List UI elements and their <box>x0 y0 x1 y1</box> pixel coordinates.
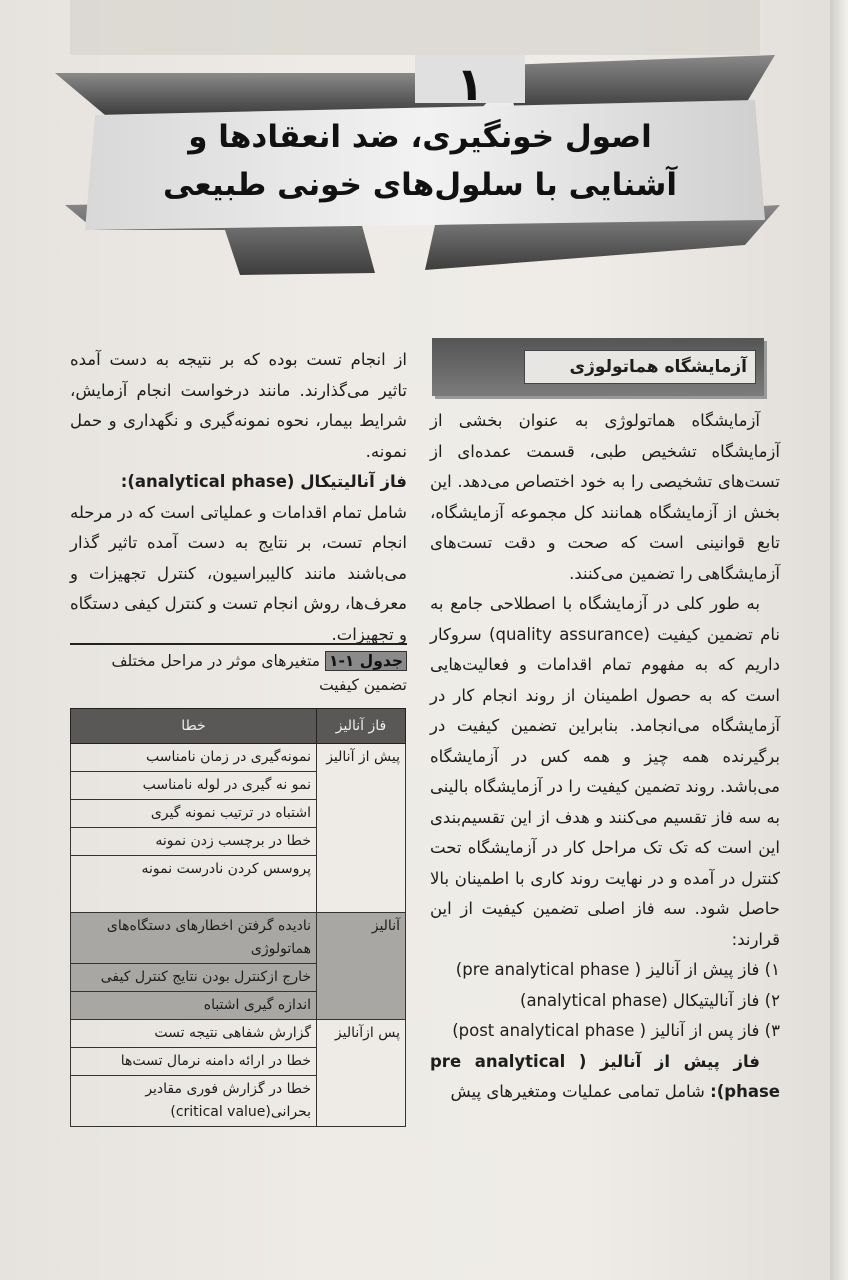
table-caption <box>70 643 407 697</box>
left-column <box>70 345 407 650</box>
paragraph: از انجام تست بوده که بر نتیجه به دست آمده تاثیر می‌گذارند. مانند درخواست انجام آزمایش، شرایط بیمار، نحوه نمونه‌گیری و نگهداری و حمل نمونه. <box>70 350 407 461</box>
paragraph: آزمایشگاه هماتولوژی به عنوان بخشی از آزمایشگاه تشخیص طبی، قسمت عمده‌ای از تست‌های تشخیصی را به خود اختصاص می‌دهد. این بخش از آزمایشگاه همانند کل مجموعه آزمایشگاه، تابع قوانینی است که صحت و دقت تست‌های آزمایشگاهی را تضمین می‌کنند. <box>430 411 780 583</box>
table-caption-text: متغیرهای موثر در مراحل مختلف تضمین کیفیت <box>111 652 407 694</box>
text: شامل تمام اقدامات و عملیاتی است که در مرحله انجام تست، بر نتایج به دست آمده تاثیر گذار می‌باشند مانند کالیبراسیون، کنترل تجهیزات و معرف‌ها، روش انجام تست و کنترل کیفی دستگاه و تجهیزات. <box>70 502 407 644</box>
right-column <box>430 406 780 1108</box>
error-cell: گزارش شفاهی نتیجه تست <box>71 1020 317 1048</box>
paragraph <box>430 1047 780 1108</box>
list-item: ۲) فاز آنالیتیکال (analytical phase) <box>520 990 780 1010</box>
paragraph <box>70 467 407 650</box>
english-term: quality assurance <box>495 624 644 644</box>
table-header-row <box>71 709 406 744</box>
text: شامل تمامی عملیات ومتغیرهای پیش <box>450 1082 711 1101</box>
chapter-title <box>135 113 705 209</box>
table-caption-tag: جدول ۱-۱ <box>325 651 407 671</box>
error-cell: پروسس کردن نادرست نمونه <box>71 856 317 913</box>
error-cell: نمو نه گیری در لوله نامناسب <box>71 772 317 800</box>
bleed-through-strip <box>70 0 760 55</box>
chapter-title-line-2: آشنایی با سلول‌های خونی طبیعی <box>162 167 678 203</box>
error-cell: خطا در برچسب زدن نمونه <box>71 828 317 856</box>
subheading: فاز آنالیتیکال (analytical phase): <box>120 472 407 491</box>
table-row <box>71 1020 406 1048</box>
list-item: ۳) فاز پس از آنالیز ( post analytical phase) <box>452 1021 780 1040</box>
list-item: ۱) فاز پیش از آنالیز ( pre analytical phase) <box>455 960 780 979</box>
chapter-banner <box>55 55 780 275</box>
subheading: فاز پیش از آنالیز ( pre analytical phase): <box>430 1051 780 1101</box>
error-cell: خطا در گزارش فوری مقادیر بحرانی(critical value) <box>71 1076 317 1127</box>
chapter-number: ۱ <box>455 57 485 111</box>
section-heading: آزمایشگاه هماتولوژی <box>524 350 756 384</box>
page-edge <box>830 0 848 1280</box>
header-error: خطا <box>71 709 317 744</box>
phase-cell: پس ازآنالیز <box>317 1020 406 1127</box>
phase-cell: پیش از آنالیز <box>317 744 406 913</box>
phase-cell: آنالیز <box>317 913 406 1020</box>
chapter-title-line-1: اصول خونگیری، ضد انعقادها و <box>188 119 652 155</box>
table-row <box>71 913 406 964</box>
text: به طور کلی در آزمایشگاه با اصطلاحی جامع به نام تضمین کیفیت ( <box>430 594 780 644</box>
header-phase: فاز آنالیز <box>317 709 406 744</box>
error-cell: اندازه گیری اشتباه <box>71 992 317 1020</box>
error-cell: اشتباه در ترتیب نمونه گیری <box>71 800 317 828</box>
error-cell: خطا در ارائه دامنه نرمال تست‌ها <box>71 1048 317 1076</box>
error-cell: خارج ازکنترل بودن نتایج کنترل کیفی <box>71 964 317 992</box>
error-cell: نادیده گرفتن اخطارهای دستگاه‌های هماتولوژی <box>71 913 317 964</box>
section-heading-box <box>432 338 764 396</box>
error-cell: نمونه‌گیری در زمان نامناسب <box>71 744 317 772</box>
table-row <box>71 744 406 772</box>
paragraph <box>430 589 780 955</box>
text: ) سروکار داریم که به مفهوم تمام اقدامات و فعالیت‌هایی است که به حصول اطمینان از روند انجام کار در آزمایشگاه می‌انجامد. بنابراین تضمین کیفیت در برگیرنده همه چیز و همه کس در آزمایشگاه می‌باشد. روند تضمین کیفیت را در آزمایشگاه بالینی به سه فاز تقسیم می‌کنند و هدف از این تقسیم‌بندی این است که تک تک مراحل کار در آزمایشگاه تحت کنترل در آمده و در نهایت روند کاری با اطمینان بالا حاصل شود. سه فاز اصلی تضمین کیفیت از این قرارند: <box>430 624 780 949</box>
quality-table <box>70 708 406 1127</box>
